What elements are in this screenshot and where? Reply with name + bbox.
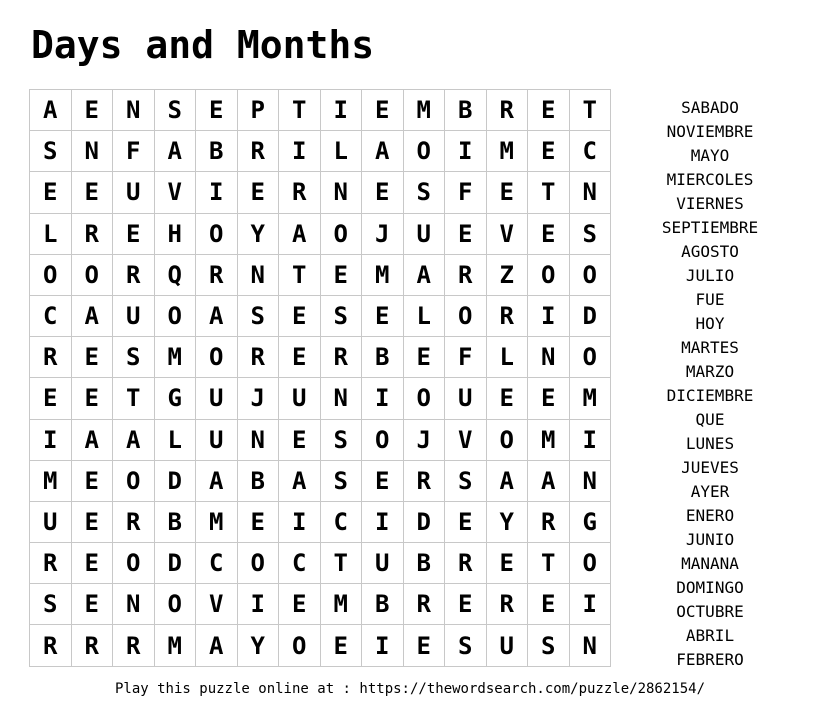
grid-cell: I (362, 502, 404, 543)
word-list-item: MAYO (690, 146, 730, 165)
grid-cell: T (528, 543, 570, 584)
grid-cell: I (528, 296, 570, 337)
grid-cell: I (196, 172, 238, 213)
grid-cell: R (321, 337, 363, 378)
grid-cell: E (445, 214, 487, 255)
grid-cell: I (362, 625, 404, 666)
grid-cell: E (487, 172, 529, 213)
word-list-item: MARTES (681, 338, 739, 357)
word-list-item: JULIO (685, 266, 735, 285)
grid-cell: U (196, 378, 238, 419)
grid-cell: E (279, 584, 321, 625)
grid-cell: B (445, 90, 487, 131)
word-list-item: MARZO (685, 362, 735, 381)
grid-cell: I (362, 378, 404, 419)
grid-cell: A (362, 131, 404, 172)
grid-cell: O (570, 543, 612, 584)
grid-cell: M (487, 131, 529, 172)
word-list-item: JUEVES (681, 458, 739, 477)
grid-cell: R (279, 172, 321, 213)
grid-cell: E (445, 584, 487, 625)
grid-cell: R (30, 625, 72, 666)
grid-cell: V (445, 420, 487, 461)
grid-cell: E (279, 337, 321, 378)
grid-cell: E (279, 296, 321, 337)
grid-cell: A (404, 255, 446, 296)
grid-cell: M (321, 584, 363, 625)
grid-cell: E (72, 584, 114, 625)
grid-cell: F (445, 172, 487, 213)
grid-cell: S (321, 461, 363, 502)
grid-cell: L (155, 420, 197, 461)
grid-cell: E (362, 172, 404, 213)
word-list-item: HOY (695, 314, 725, 333)
word-list-item: LUNES (685, 434, 735, 453)
grid-cell: O (279, 625, 321, 666)
grid-cell: R (30, 337, 72, 378)
grid-cell: E (321, 625, 363, 666)
grid-cell: A (487, 461, 529, 502)
grid-cell: I (279, 131, 321, 172)
grid-cell: L (30, 214, 72, 255)
grid-cell: D (155, 461, 197, 502)
grid-cell: O (238, 543, 280, 584)
grid-cell: E (404, 337, 446, 378)
grid-cell: S (238, 296, 280, 337)
grid-cell: T (321, 543, 363, 584)
grid-cell: R (196, 255, 238, 296)
grid-cell: V (155, 172, 197, 213)
word-list-item: FUE (695, 290, 725, 309)
grid-cell: R (238, 131, 280, 172)
grid-cell: M (196, 502, 238, 543)
grid-cell: M (155, 625, 197, 666)
grid-cell: F (113, 131, 155, 172)
grid-cell: U (445, 378, 487, 419)
grid-cell: Q (155, 255, 197, 296)
grid-cell: D (155, 543, 197, 584)
grid-cell: E (72, 337, 114, 378)
grid-cell: L (404, 296, 446, 337)
grid-cell: J (404, 420, 446, 461)
grid-cell: E (528, 584, 570, 625)
grid-cell: O (362, 420, 404, 461)
grid-cell: S (321, 420, 363, 461)
grid-cell: I (279, 502, 321, 543)
grid-cell: E (487, 378, 529, 419)
grid-cell: E (362, 296, 404, 337)
word-list-item: DICIEMBRE (666, 386, 754, 405)
grid-cell: B (155, 502, 197, 543)
grid-cell: N (321, 172, 363, 213)
grid-cell: U (30, 502, 72, 543)
word-list-item: FEBRERO (676, 650, 744, 669)
word-list-item: JUNIO (685, 530, 735, 549)
grid-cell: R (30, 543, 72, 584)
grid-cell: U (113, 296, 155, 337)
grid-cell: A (279, 214, 321, 255)
grid-cell: N (113, 90, 155, 131)
grid-cell: E (72, 502, 114, 543)
grid-cell: C (196, 543, 238, 584)
grid-cell: M (362, 255, 404, 296)
grid-cell: V (487, 214, 529, 255)
grid-cell: E (72, 172, 114, 213)
grid-cell: E (362, 461, 404, 502)
grid-cell: J (362, 214, 404, 255)
grid-cell: E (238, 502, 280, 543)
word-list-item: MIERCOLES (666, 170, 754, 189)
grid-cell: E (528, 378, 570, 419)
grid-cell: V (196, 584, 238, 625)
grid-cell: M (570, 378, 612, 419)
grid-cell: O (404, 131, 446, 172)
grid-cell: S (155, 90, 197, 131)
grid-cell: C (30, 296, 72, 337)
footer-link-text: Play this puzzle online at : https://thewordsearch.com/puzzle/2862154/ (114, 681, 705, 697)
grid-cell: U (404, 214, 446, 255)
grid-cell: N (570, 461, 612, 502)
grid-cell: S (528, 625, 570, 666)
grid-cell: U (362, 543, 404, 584)
grid-cell: S (445, 625, 487, 666)
grid-cell: E (30, 172, 72, 213)
grid-cell: I (238, 584, 280, 625)
grid-cell: M (30, 461, 72, 502)
grid-cell: A (196, 296, 238, 337)
grid-cell: O (155, 584, 197, 625)
grid-cell: O (570, 337, 612, 378)
grid-cell: A (72, 420, 114, 461)
grid-cell: M (528, 420, 570, 461)
grid-cell: U (113, 172, 155, 213)
grid-cell: U (279, 378, 321, 419)
grid-cell: R (487, 584, 529, 625)
grid-cell: R (113, 502, 155, 543)
grid-cell: B (362, 337, 404, 378)
grid-cell: N (72, 131, 114, 172)
grid-cell: T (113, 378, 155, 419)
grid-cell: E (445, 502, 487, 543)
grid-cell: A (30, 90, 72, 131)
grid-cell: E (113, 214, 155, 255)
grid-cell: T (528, 172, 570, 213)
grid-cell: Y (238, 625, 280, 666)
grid-cell: E (72, 543, 114, 584)
grid-cell: O (528, 255, 570, 296)
grid-cell: M (155, 337, 197, 378)
word-list-item: ABRIL (685, 626, 735, 645)
grid-cell: E (528, 131, 570, 172)
grid-cell: R (72, 625, 114, 666)
grid-cell: Z (487, 255, 529, 296)
grid-cell: H (155, 214, 197, 255)
grid-cell: R (113, 255, 155, 296)
page-title: Days and Months (31, 23, 375, 67)
grid-cell: R (445, 543, 487, 584)
grid-cell: B (362, 584, 404, 625)
grid-cell: N (238, 255, 280, 296)
grid-cell: E (72, 90, 114, 131)
grid-cell: E (487, 543, 529, 584)
grid-cell: E (30, 378, 72, 419)
grid-cell: E (72, 378, 114, 419)
word-list (640, 96, 780, 672)
grid-cell: A (72, 296, 114, 337)
grid-cell: E (404, 625, 446, 666)
grid-cell: A (155, 131, 197, 172)
grid-cell: R (404, 461, 446, 502)
grid-cell: E (196, 90, 238, 131)
grid-cell: T (279, 255, 321, 296)
grid-cell: E (528, 214, 570, 255)
grid-cell: R (404, 584, 446, 625)
grid-cell: U (487, 625, 529, 666)
grid-cell: R (113, 625, 155, 666)
grid-cell: N (570, 172, 612, 213)
grid-cell: O (113, 543, 155, 584)
word-list-item: QUE (695, 410, 725, 429)
grid-cell: C (570, 131, 612, 172)
grid-cell: I (570, 584, 612, 625)
grid-cell: Y (238, 214, 280, 255)
grid-cell: Y (487, 502, 529, 543)
grid-cell: N (113, 584, 155, 625)
grid-cell: E (238, 172, 280, 213)
grid-cell: R (72, 214, 114, 255)
grid-cell: G (155, 378, 197, 419)
grid-cell: G (570, 502, 612, 543)
grid-cell: I (445, 131, 487, 172)
grid-cell: S (570, 214, 612, 255)
grid-cell: O (321, 214, 363, 255)
grid-cell: O (570, 255, 612, 296)
grid-cell: B (196, 131, 238, 172)
word-list-item: MANANA (681, 554, 739, 573)
word-list-item: DOMINGO (676, 578, 744, 597)
grid-cell: A (196, 461, 238, 502)
grid-cell: R (487, 296, 529, 337)
grid-cell: T (279, 90, 321, 131)
word-list-item: ENERO (685, 506, 735, 525)
grid-cell: I (321, 90, 363, 131)
word-list-item: AYER (690, 482, 730, 501)
grid-cell: N (570, 625, 612, 666)
word-list-item: SEPTIEMBRE (661, 218, 759, 237)
grid-cell: L (321, 131, 363, 172)
grid-cell: P (238, 90, 280, 131)
grid-cell: A (279, 461, 321, 502)
grid-cell: S (445, 461, 487, 502)
grid-cell: I (30, 420, 72, 461)
grid-cell: E (528, 90, 570, 131)
grid-cell: E (362, 90, 404, 131)
grid-cell: E (72, 461, 114, 502)
grid-cell: S (30, 584, 72, 625)
grid-cell: R (528, 502, 570, 543)
grid-cell: D (570, 296, 612, 337)
word-list-item: SABADO (681, 98, 739, 117)
grid-cell: N (238, 420, 280, 461)
grid-cell: R (445, 255, 487, 296)
grid-cell: A (196, 625, 238, 666)
grid-cell: S (113, 337, 155, 378)
grid-cell: O (113, 461, 155, 502)
grid-cell: A (113, 420, 155, 461)
word-list-item: NOVIEMBRE (666, 122, 754, 141)
grid-cell: C (321, 502, 363, 543)
word-list-item: OCTUBRE (676, 602, 744, 621)
grid-cell: A (528, 461, 570, 502)
grid-cell: B (404, 543, 446, 584)
grid-cell: M (404, 90, 446, 131)
letter-grid (29, 89, 611, 667)
grid-cell: N (528, 337, 570, 378)
grid-cell: E (321, 255, 363, 296)
word-list-item: VIERNES (676, 194, 744, 213)
grid-cell: N (321, 378, 363, 419)
grid-cell: L (487, 337, 529, 378)
grid-cell: O (72, 255, 114, 296)
grid-cell: U (196, 420, 238, 461)
grid-cell: O (196, 214, 238, 255)
grid-cell: S (321, 296, 363, 337)
grid-cell: E (279, 420, 321, 461)
grid-cell: R (238, 337, 280, 378)
grid-cell: O (30, 255, 72, 296)
grid-cell: S (404, 172, 446, 213)
grid-cell: D (404, 502, 446, 543)
grid-cell: R (487, 90, 529, 131)
grid-cell: F (445, 337, 487, 378)
grid-cell: O (196, 337, 238, 378)
grid-cell: O (155, 296, 197, 337)
grid-cell: J (238, 378, 280, 419)
word-list-item: AGOSTO (681, 242, 739, 261)
grid-cell: O (487, 420, 529, 461)
grid-cell: T (570, 90, 612, 131)
grid-cell: S (30, 131, 72, 172)
grid-cell: O (445, 296, 487, 337)
grid-cell: I (570, 420, 612, 461)
grid-cell: O (404, 378, 446, 419)
grid-cell: B (238, 461, 280, 502)
grid-cell: C (279, 543, 321, 584)
